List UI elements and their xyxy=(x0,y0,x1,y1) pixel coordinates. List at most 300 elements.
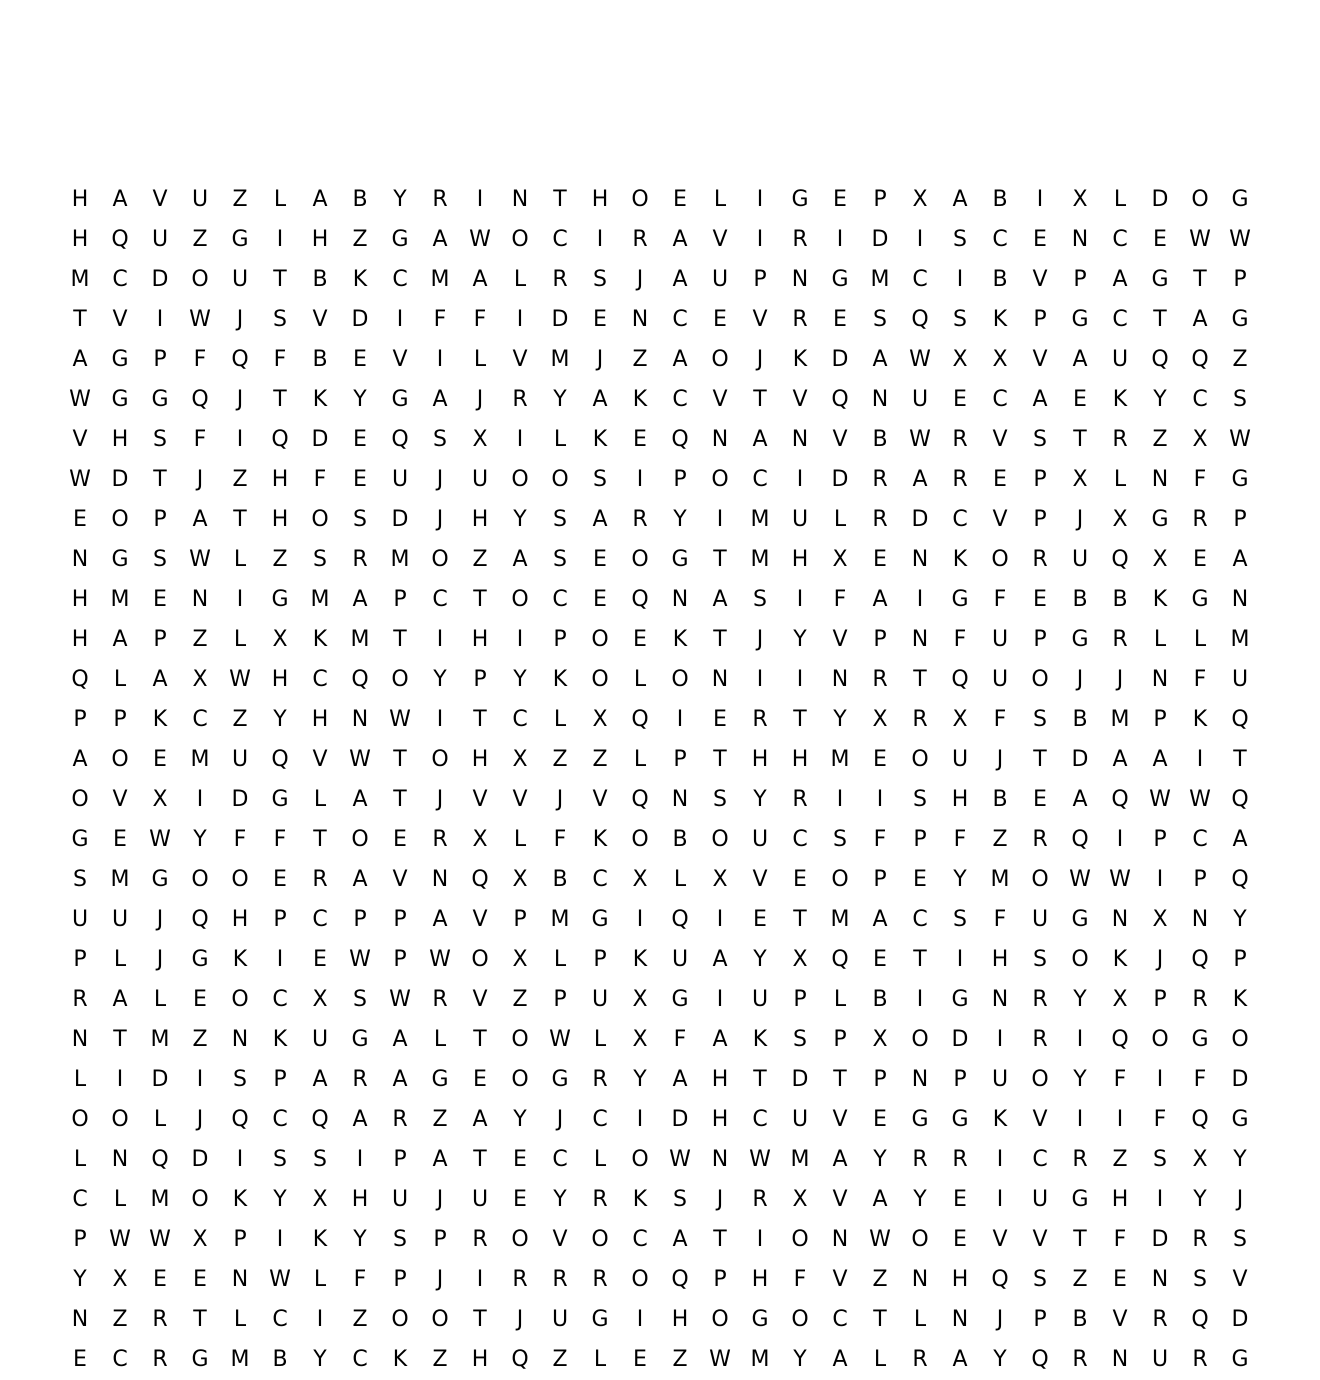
grid-letter[interactable]: K xyxy=(312,387,328,412)
grid-letter[interactable]: U xyxy=(791,507,809,532)
grid-letter[interactable]: P xyxy=(1193,867,1207,892)
grid-letter[interactable]: W xyxy=(429,947,451,972)
grid-letter[interactable]: U xyxy=(1031,907,1049,932)
grid-letter[interactable]: R xyxy=(912,1347,928,1372)
grid-letter[interactable]: W xyxy=(1189,787,1211,812)
grid-letter[interactable]: X xyxy=(512,947,528,972)
grid-letter[interactable]: O xyxy=(711,467,729,492)
grid-letter[interactable]: J xyxy=(436,1267,444,1292)
grid-letter[interactable]: J xyxy=(756,347,764,372)
grid-letter[interactable]: X xyxy=(1152,547,1168,572)
grid-letter[interactable]: B xyxy=(992,787,1008,812)
grid-letter[interactable]: I xyxy=(516,427,524,452)
grid-letter[interactable]: Y xyxy=(993,1347,1007,1372)
grid-letter[interactable]: N xyxy=(631,307,649,332)
grid-letter[interactable]: V xyxy=(832,427,848,452)
grid-letter[interactable]: P xyxy=(873,627,887,652)
grid-letter[interactable]: C xyxy=(512,707,528,732)
grid-letter[interactable]: F xyxy=(313,467,327,492)
grid-letter[interactable]: U xyxy=(791,1107,809,1132)
grid-letter[interactable]: M xyxy=(110,587,130,612)
grid-letter[interactable]: A xyxy=(1032,387,1048,412)
grid-letter[interactable]: M xyxy=(1230,627,1250,652)
grid-letter[interactable]: O xyxy=(511,1227,529,1252)
grid-letter[interactable]: S xyxy=(393,1227,407,1252)
grid-letter[interactable]: N xyxy=(831,667,849,692)
grid-letter[interactable]: A xyxy=(312,1067,328,1092)
grid-letter[interactable]: R xyxy=(952,467,968,492)
grid-letter[interactable]: V xyxy=(312,747,328,772)
grid-letter[interactable]: A xyxy=(672,227,688,252)
grid-letter[interactable]: Y xyxy=(1153,387,1167,412)
grid-letter[interactable]: H xyxy=(791,747,809,772)
grid-letter[interactable]: Q xyxy=(471,867,489,892)
grid-letter[interactable]: J xyxy=(1156,947,1164,972)
grid-letter[interactable]: C xyxy=(952,507,968,532)
grid-letter[interactable]: C xyxy=(832,1307,848,1332)
grid-letter[interactable]: G xyxy=(951,587,969,612)
grid-letter[interactable]: A xyxy=(432,227,448,252)
grid-letter[interactable]: N xyxy=(431,867,449,892)
grid-letter[interactable]: V xyxy=(832,1187,848,1212)
grid-letter[interactable]: X xyxy=(872,1027,888,1052)
grid-letter[interactable]: W xyxy=(109,1227,131,1252)
grid-letter[interactable]: Q xyxy=(1191,1307,1209,1332)
grid-letter[interactable]: P xyxy=(873,187,887,212)
grid-letter[interactable]: Z xyxy=(672,1347,688,1372)
grid-letter[interactable]: Y xyxy=(193,827,207,852)
grid-letter[interactable]: R xyxy=(792,227,808,252)
grid-letter[interactable]: A xyxy=(872,347,888,372)
grid-letter[interactable]: H xyxy=(311,707,329,732)
grid-letter[interactable]: N xyxy=(671,587,689,612)
grid-letter[interactable]: Q xyxy=(631,787,649,812)
grid-letter[interactable]: M xyxy=(830,907,850,932)
grid-letter[interactable]: L xyxy=(593,1347,607,1372)
grid-letter[interactable]: O xyxy=(591,667,609,692)
grid-letter[interactable]: O xyxy=(511,467,529,492)
grid-letter[interactable]: Q xyxy=(991,1267,1009,1292)
grid-letter[interactable]: E xyxy=(153,747,167,772)
grid-letter[interactable]: R xyxy=(552,267,568,292)
grid-letter[interactable]: O xyxy=(191,867,209,892)
grid-letter[interactable]: Q xyxy=(1071,827,1089,852)
grid-letter[interactable]: X xyxy=(312,1187,328,1212)
grid-letter[interactable]: T xyxy=(1233,747,1247,772)
grid-letter[interactable]: K xyxy=(552,667,568,692)
grid-letter[interactable]: S xyxy=(953,227,967,252)
grid-letter[interactable]: I xyxy=(316,1307,324,1332)
grid-letter[interactable]: Y xyxy=(513,507,527,532)
grid-letter[interactable]: Q xyxy=(671,907,689,932)
grid-letter[interactable]: T xyxy=(313,827,327,852)
grid-letter[interactable]: I xyxy=(596,227,604,252)
grid-letter[interactable]: L xyxy=(913,1307,927,1332)
grid-letter[interactable]: L xyxy=(113,1187,127,1212)
grid-letter[interactable]: P xyxy=(393,1267,407,1292)
grid-letter[interactable]: P xyxy=(873,867,887,892)
grid-letter[interactable]: J xyxy=(996,1307,1004,1332)
grid-letter[interactable]: L xyxy=(1193,627,1207,652)
grid-letter[interactable]: D xyxy=(1151,1227,1169,1252)
grid-letter[interactable]: P xyxy=(1233,947,1247,972)
grid-letter[interactable]: H xyxy=(111,427,129,452)
grid-letter[interactable]: A xyxy=(672,267,688,292)
grid-letter[interactable]: T xyxy=(1033,747,1047,772)
grid-letter[interactable]: S xyxy=(913,787,927,812)
grid-letter[interactable]: L xyxy=(873,1347,887,1372)
grid-letter[interactable]: N xyxy=(911,627,929,652)
grid-letter[interactable]: Q xyxy=(1191,347,1209,372)
grid-letter[interactable]: O xyxy=(551,467,569,492)
grid-letter[interactable]: S xyxy=(713,787,727,812)
grid-letter[interactable]: O xyxy=(231,867,249,892)
grid-letter[interactable]: R xyxy=(792,787,808,812)
grid-letter[interactable]: M xyxy=(870,267,890,292)
grid-letter[interactable]: I xyxy=(236,587,244,612)
grid-letter[interactable]: D xyxy=(831,347,849,372)
grid-letter[interactable]: H xyxy=(231,907,249,932)
grid-letter[interactable]: T xyxy=(193,1307,207,1332)
grid-letter[interactable]: C xyxy=(912,907,928,932)
grid-letter[interactable]: T xyxy=(1073,427,1087,452)
grid-letter[interactable]: I xyxy=(916,227,924,252)
grid-letter[interactable]: Q xyxy=(911,307,929,332)
grid-letter[interactable]: X xyxy=(192,667,208,692)
grid-letter[interactable]: W xyxy=(1109,867,1131,892)
grid-letter[interactable]: W xyxy=(149,1227,171,1252)
grid-letter[interactable]: O xyxy=(671,667,689,692)
grid-letter[interactable]: D xyxy=(791,1067,809,1092)
grid-letter[interactable]: P xyxy=(273,907,287,932)
grid-letter[interactable]: E xyxy=(1033,587,1047,612)
grid-letter[interactable]: D xyxy=(551,307,569,332)
grid-letter[interactable]: Z xyxy=(512,987,528,1012)
grid-letter[interactable]: W xyxy=(349,947,371,972)
grid-letter[interactable]: J xyxy=(716,1187,724,1212)
grid-letter[interactable]: O xyxy=(911,1027,929,1052)
grid-letter[interactable]: T xyxy=(913,667,927,692)
grid-letter[interactable]: Q xyxy=(951,667,969,692)
grid-letter[interactable]: R xyxy=(592,1187,608,1212)
grid-letter[interactable]: E xyxy=(633,1347,647,1372)
grid-letter[interactable]: F xyxy=(793,1267,807,1292)
grid-letter[interactable]: B xyxy=(1072,1307,1088,1332)
grid-letter[interactable]: E xyxy=(513,1187,527,1212)
grid-letter[interactable]: Q xyxy=(1111,547,1129,572)
grid-letter[interactable]: X xyxy=(952,347,968,372)
grid-letter[interactable]: K xyxy=(1112,387,1128,412)
grid-letter[interactable]: O xyxy=(1231,1027,1249,1052)
grid-letter[interactable]: N xyxy=(1071,227,1089,252)
grid-letter[interactable]: L xyxy=(273,187,287,212)
grid-letter[interactable]: B xyxy=(352,187,368,212)
grid-letter[interactable]: I xyxy=(756,187,764,212)
grid-letter[interactable]: P xyxy=(233,1227,247,1252)
grid-letter[interactable]: I xyxy=(716,507,724,532)
grid-letter[interactable]: S xyxy=(1233,387,1247,412)
grid-letter[interactable]: C xyxy=(1032,1147,1048,1172)
grid-letter[interactable]: T xyxy=(873,1307,887,1332)
grid-letter[interactable]: H xyxy=(471,747,489,772)
grid-letter[interactable]: A xyxy=(1192,307,1208,332)
grid-letter[interactable]: J xyxy=(436,507,444,532)
grid-letter[interactable]: F xyxy=(433,307,447,332)
grid-letter[interactable]: F xyxy=(1193,667,1207,692)
grid-letter[interactable]: S xyxy=(273,307,287,332)
grid-letter[interactable]: O xyxy=(1151,1027,1169,1052)
grid-letter[interactable]: S xyxy=(793,1027,807,1052)
grid-letter[interactable]: S xyxy=(673,1187,687,1212)
grid-letter[interactable]: M xyxy=(550,347,570,372)
grid-letter[interactable]: K xyxy=(152,707,168,732)
grid-letter[interactable]: S xyxy=(553,547,567,572)
grid-letter[interactable]: C xyxy=(72,1187,88,1212)
grid-letter[interactable]: A xyxy=(1152,747,1168,772)
grid-letter[interactable]: L xyxy=(553,707,567,732)
grid-letter[interactable]: G xyxy=(1231,1347,1249,1372)
grid-letter[interactable]: Z xyxy=(552,1347,568,1372)
grid-letter[interactable]: I xyxy=(236,1147,244,1172)
grid-letter[interactable]: I xyxy=(796,587,804,612)
grid-letter[interactable]: E xyxy=(393,827,407,852)
grid-letter[interactable]: E xyxy=(73,507,87,532)
grid-letter[interactable]: Y xyxy=(1233,907,1247,932)
grid-letter[interactable]: E xyxy=(593,547,607,572)
grid-letter[interactable]: F xyxy=(193,347,207,372)
grid-letter[interactable]: U xyxy=(311,1027,329,1052)
grid-letter[interactable]: F xyxy=(273,347,287,372)
grid-letter[interactable]: C xyxy=(912,267,928,292)
grid-letter[interactable]: E xyxy=(153,1267,167,1292)
grid-letter[interactable]: J xyxy=(1236,1187,1244,1212)
grid-letter[interactable]: E xyxy=(713,707,727,732)
grid-letter[interactable]: Y xyxy=(353,387,367,412)
grid-letter[interactable]: E xyxy=(1153,227,1167,252)
grid-letter[interactable]: I xyxy=(236,427,244,452)
grid-letter[interactable]: A xyxy=(432,387,448,412)
grid-letter[interactable]: R xyxy=(432,827,448,852)
grid-letter[interactable]: X xyxy=(1152,907,1168,932)
grid-letter[interactable]: K xyxy=(992,307,1008,332)
grid-letter[interactable]: P xyxy=(433,1227,447,1252)
grid-letter[interactable]: V xyxy=(752,867,768,892)
grid-letter[interactable]: J xyxy=(1076,507,1084,532)
grid-letter[interactable]: W xyxy=(469,227,491,252)
grid-letter[interactable]: P xyxy=(273,1067,287,1092)
grid-letter[interactable]: I xyxy=(156,307,164,332)
grid-letter[interactable]: N xyxy=(1111,907,1129,932)
grid-letter[interactable]: I xyxy=(276,1227,284,1252)
grid-letter[interactable]: L xyxy=(513,267,527,292)
grid-letter[interactable]: W xyxy=(669,1147,691,1172)
grid-letter[interactable]: V xyxy=(1032,1107,1048,1132)
grid-letter[interactable]: Y xyxy=(313,1347,327,1372)
grid-letter[interactable]: J xyxy=(436,467,444,492)
grid-letter[interactable]: S xyxy=(1033,707,1047,732)
grid-letter[interactable]: R xyxy=(72,987,88,1012)
grid-letter[interactable]: V xyxy=(712,227,728,252)
grid-letter[interactable]: E xyxy=(993,467,1007,492)
grid-letter[interactable]: Y xyxy=(793,627,807,652)
grid-letter[interactable]: W xyxy=(749,1147,771,1172)
grid-letter[interactable]: T xyxy=(553,187,567,212)
grid-letter[interactable]: W xyxy=(1229,427,1251,452)
grid-letter[interactable]: V xyxy=(152,187,168,212)
grid-letter[interactable]: Q xyxy=(191,387,209,412)
grid-letter[interactable]: A xyxy=(512,547,528,572)
grid-letter[interactable]: U xyxy=(1071,547,1089,572)
grid-letter[interactable]: C xyxy=(432,587,448,612)
grid-letter[interactable]: R xyxy=(952,427,968,452)
grid-letter[interactable]: A xyxy=(872,1187,888,1212)
grid-letter[interactable]: Q xyxy=(271,427,289,452)
grid-letter[interactable]: I xyxy=(636,1107,644,1132)
grid-letter[interactable]: Y xyxy=(513,1107,527,1132)
grid-letter[interactable]: V xyxy=(1032,347,1048,372)
grid-letter[interactable]: W xyxy=(389,987,411,1012)
grid-letter[interactable]: J xyxy=(436,787,444,812)
grid-letter[interactable]: I xyxy=(756,1227,764,1252)
grid-letter[interactable]: I xyxy=(276,947,284,972)
grid-letter[interactable]: I xyxy=(1116,827,1124,852)
grid-letter[interactable]: C xyxy=(312,907,328,932)
grid-letter[interactable]: A xyxy=(192,507,208,532)
grid-letter[interactable]: U xyxy=(671,947,689,972)
grid-letter[interactable]: T xyxy=(393,627,407,652)
grid-letter[interactable]: J xyxy=(636,267,644,292)
grid-letter[interactable]: K xyxy=(752,1027,768,1052)
grid-letter[interactable]: A xyxy=(472,1107,488,1132)
grid-letter[interactable]: I xyxy=(476,1267,484,1292)
grid-letter[interactable]: B xyxy=(1112,587,1128,612)
grid-letter[interactable]: J xyxy=(236,387,244,412)
grid-letter[interactable]: O xyxy=(71,1107,89,1132)
grid-letter[interactable]: D xyxy=(391,507,409,532)
grid-letter[interactable]: V xyxy=(512,787,528,812)
grid-letter[interactable]: P xyxy=(1233,267,1247,292)
grid-letter[interactable]: I xyxy=(996,1187,1004,1212)
grid-letter[interactable]: R xyxy=(752,707,768,732)
grid-letter[interactable]: I xyxy=(516,307,524,332)
grid-letter[interactable]: A xyxy=(432,907,448,932)
grid-letter[interactable]: B xyxy=(312,347,328,372)
grid-letter[interactable]: F xyxy=(233,827,247,852)
grid-letter[interactable]: I xyxy=(636,1307,644,1332)
grid-letter[interactable]: D xyxy=(1231,1307,1249,1332)
grid-letter[interactable]: E xyxy=(153,587,167,612)
grid-letter[interactable]: J xyxy=(476,387,484,412)
grid-letter[interactable]: P xyxy=(1033,307,1047,332)
grid-letter[interactable]: M xyxy=(750,1347,770,1372)
grid-letter[interactable]: Q xyxy=(1191,947,1209,972)
grid-letter[interactable]: P xyxy=(393,587,407,612)
grid-letter[interactable]: I xyxy=(196,787,204,812)
grid-letter[interactable]: S xyxy=(313,1147,327,1172)
grid-letter[interactable]: R xyxy=(592,1067,608,1092)
grid-letter[interactable]: O xyxy=(631,187,649,212)
grid-letter[interactable]: A xyxy=(112,987,128,1012)
grid-letter[interactable]: M xyxy=(350,627,370,652)
grid-letter[interactable]: G xyxy=(431,1067,449,1092)
grid-letter[interactable]: A xyxy=(872,907,888,932)
grid-letter[interactable]: P xyxy=(153,507,167,532)
grid-letter[interactable]: Y xyxy=(1073,1067,1087,1092)
grid-letter[interactable]: E xyxy=(873,547,887,572)
grid-letter[interactable]: L xyxy=(73,1067,87,1092)
grid-letter[interactable]: I xyxy=(356,1147,364,1172)
grid-letter[interactable]: O xyxy=(471,947,489,972)
grid-letter[interactable]: X xyxy=(1192,427,1208,452)
grid-letter[interactable]: Z xyxy=(352,227,368,252)
grid-letter[interactable]: R xyxy=(1072,1347,1088,1372)
grid-letter[interactable]: D xyxy=(231,787,249,812)
grid-letter[interactable]: R xyxy=(872,467,888,492)
grid-letter[interactable]: T xyxy=(233,507,247,532)
grid-letter[interactable]: I xyxy=(796,667,804,692)
grid-letter[interactable]: X xyxy=(832,547,848,572)
grid-letter[interactable]: L xyxy=(673,867,687,892)
grid-letter[interactable]: R xyxy=(752,1187,768,1212)
grid-letter[interactable]: S xyxy=(593,467,607,492)
grid-letter[interactable]: X xyxy=(792,1187,808,1212)
grid-letter[interactable]: V xyxy=(392,347,408,372)
grid-letter[interactable]: I xyxy=(476,187,484,212)
grid-letter[interactable]: E xyxy=(113,827,127,852)
grid-letter[interactable]: V xyxy=(832,1267,848,1292)
grid-letter[interactable]: Q xyxy=(1231,867,1249,892)
grid-letter[interactable]: C xyxy=(272,1307,288,1332)
grid-letter[interactable]: G xyxy=(1151,267,1169,292)
grid-letter[interactable]: F xyxy=(993,907,1007,932)
grid-letter[interactable]: I xyxy=(1156,1067,1164,1092)
grid-letter[interactable]: E xyxy=(1033,227,1047,252)
grid-letter[interactable]: N xyxy=(911,1067,929,1092)
grid-letter[interactable]: S xyxy=(353,987,367,1012)
grid-letter[interactable]: D xyxy=(831,467,849,492)
grid-letter[interactable]: G xyxy=(911,1107,929,1132)
grid-letter[interactable]: L xyxy=(833,987,847,1012)
grid-letter[interactable]: M xyxy=(110,867,130,892)
grid-letter[interactable]: N xyxy=(71,1307,89,1332)
grid-letter[interactable]: Z xyxy=(1112,1147,1128,1172)
grid-letter[interactable]: S xyxy=(353,507,367,532)
grid-letter[interactable]: O xyxy=(311,507,329,532)
grid-letter[interactable]: M xyxy=(230,1347,250,1372)
grid-letter[interactable]: E xyxy=(593,587,607,612)
grid-letter[interactable]: N xyxy=(1151,1267,1169,1292)
grid-letter[interactable]: K xyxy=(272,1027,288,1052)
grid-letter[interactable]: I xyxy=(916,587,924,612)
grid-letter[interactable]: N xyxy=(1151,667,1169,692)
grid-letter[interactable]: I xyxy=(716,987,724,1012)
grid-letter[interactable]: O xyxy=(631,1267,649,1292)
grid-letter[interactable]: E xyxy=(473,1067,487,1092)
grid-letter[interactable]: L xyxy=(313,787,327,812)
grid-letter[interactable]: O xyxy=(431,547,449,572)
grid-letter[interactable]: O xyxy=(991,547,1009,572)
grid-letter[interactable]: V xyxy=(512,347,528,372)
grid-letter[interactable]: R xyxy=(1152,1307,1168,1332)
grid-letter[interactable]: K xyxy=(592,827,608,852)
grid-letter[interactable]: G xyxy=(191,1347,209,1372)
grid-letter[interactable]: A xyxy=(152,667,168,692)
grid-letter[interactable]: V xyxy=(312,307,328,332)
grid-letter[interactable]: R xyxy=(352,1067,368,1092)
grid-letter[interactable]: X xyxy=(192,1227,208,1252)
grid-letter[interactable]: M xyxy=(390,547,410,572)
grid-letter[interactable]: Q xyxy=(1111,1027,1129,1052)
